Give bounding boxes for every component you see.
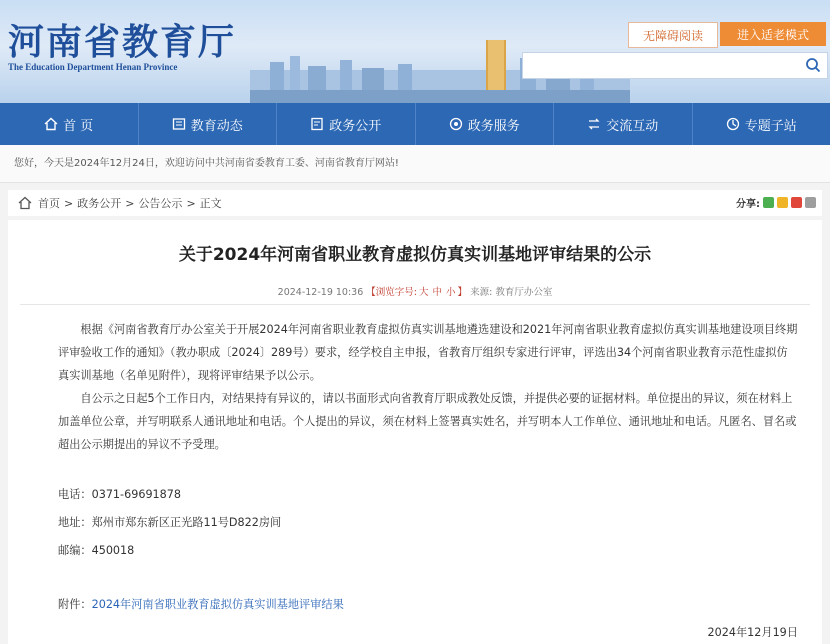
nav-item-label: 专题子站 [744, 118, 797, 134]
breadcrumb-separator: > [125, 196, 135, 210]
phone-label: 电话： [58, 488, 92, 501]
weibo-share-icon[interactable] [791, 197, 802, 208]
address-line [58, 514, 281, 530]
search-icon[interactable] [805, 57, 821, 73]
font-size-medium[interactable]: 中 [432, 287, 443, 298]
sign-date: 2024年12月19日 [707, 626, 798, 639]
paragraph-1: 根据《河南省教育厅办公室关于开展2024年河南省职业教育虚拟仿真实训基地遴选建设和2021年河南省职业教育虚拟仿真实训基地建设项目终期评审验收工作的通知》（教办职成〔2024〕289号）要求，经学校自主申报，省教育厅组织专家进行评审，评选出34个河南省职业教育示范性虚拟仿真实训基地（名单见附件），现将评审结果予以公示。 [58, 323, 798, 382]
paragraph-2: 自公示之日起5个工作日内，对结果持有异议的，请以书面形式向省教育厅职成教处反馈，并提供必要的证据材料。单位提出的异议，须在材料上加盖单位公章，并写明联系人通讯地址和电话。个人提出的异议，须在材料上签署真实姓名，并写明本人工作单位、通讯地址和电话。凡匿名、冒名或超出公示期提出的异议不予受理。 [58, 392, 797, 451]
breadcrumb-current: 正文 [199, 197, 222, 210]
wechat-share-icon[interactable] [763, 197, 774, 208]
nav-item-gov-affairs[interactable] [277, 103, 416, 145]
font-size-prefix: 【浏览字号: [366, 287, 417, 298]
main-nav [0, 103, 830, 145]
nav-item-label: 教育动态 [190, 118, 243, 134]
qzone-share-icon[interactable] [777, 197, 788, 208]
site-subtitle: The Education Department Henan Province [8, 62, 178, 72]
attachment-link[interactable]: 2024年河南省职业教育虚拟仿真实训基地评审结果 [91, 598, 344, 611]
home-icon [18, 196, 32, 210]
postcode-value: 450018 [91, 544, 135, 557]
search-input[interactable] [529, 56, 793, 76]
article-body [58, 318, 798, 456]
phone-line [58, 486, 181, 502]
site-header [0, 0, 830, 103]
nav-item-topics[interactable] [693, 103, 830, 145]
nav-item-label: 政务服务 [467, 118, 520, 134]
postcode-line [58, 542, 134, 558]
nav-item-label: 交流互动 [606, 118, 659, 134]
document-icon [310, 117, 324, 131]
news-icon [172, 117, 186, 131]
topic-icon [726, 117, 740, 131]
share-bar [736, 195, 816, 210]
address-value: 郑州市郑东新区正光路11号D822房间 [91, 516, 282, 529]
search-box [522, 52, 828, 79]
more-share-icon[interactable] [805, 197, 816, 208]
font-size-switcher [366, 287, 470, 298]
accessibility-button[interactable]: 无障碍阅读 [628, 22, 718, 48]
nav-item-interaction[interactable] [554, 103, 693, 145]
nav-item-home[interactable] [0, 103, 139, 145]
font-size-small[interactable]: 小 [446, 287, 456, 298]
exchange-icon [587, 117, 601, 131]
article-source: 来源: 教育厅办公室 [470, 287, 553, 298]
nav-item-label: 首 页 [63, 118, 94, 134]
breadcrumb-gov-affairs[interactable]: 政务公开 [77, 197, 122, 210]
welcome-message: 您好，今天是2024年12月24日，欢迎访问中共河南省委教育工委、河南省教育厅网站! [0, 145, 830, 183]
address-label: 地址： [58, 516, 92, 529]
font-size-large[interactable]: 大 [419, 287, 429, 298]
article-title: 关于2024年河南省职业教育虚拟仿真实训基地评审结果的公示 [178, 245, 652, 265]
article-meta [20, 284, 810, 305]
nav-item-services[interactable] [416, 103, 555, 145]
publish-time: 2024-12-19 10:36 [277, 287, 364, 298]
breadcrumb [8, 190, 822, 216]
postcode-label: 邮编： [58, 544, 92, 557]
service-icon [449, 117, 463, 131]
home-icon [44, 117, 58, 131]
nav-item-label: 政务公开 [329, 118, 382, 134]
nav-item-news[interactable] [139, 103, 278, 145]
font-size-suffix: 】 [457, 287, 468, 298]
breadcrumb-separator: > [186, 196, 196, 210]
breadcrumb-separator: > [64, 196, 74, 210]
phone-value: 0371-69691878 [91, 488, 182, 501]
site-title: 河南省教育厅 [8, 21, 237, 63]
attachment-line [58, 596, 344, 612]
article [8, 220, 822, 644]
breadcrumb-home[interactable]: 首页 [38, 197, 60, 210]
elder-mode-button[interactable]: 进入适老模式 [720, 22, 826, 46]
share-label: 分享: [736, 199, 760, 210]
attachment-label: 附件： [58, 598, 92, 611]
breadcrumb-notices[interactable]: 公告公示 [138, 197, 183, 210]
